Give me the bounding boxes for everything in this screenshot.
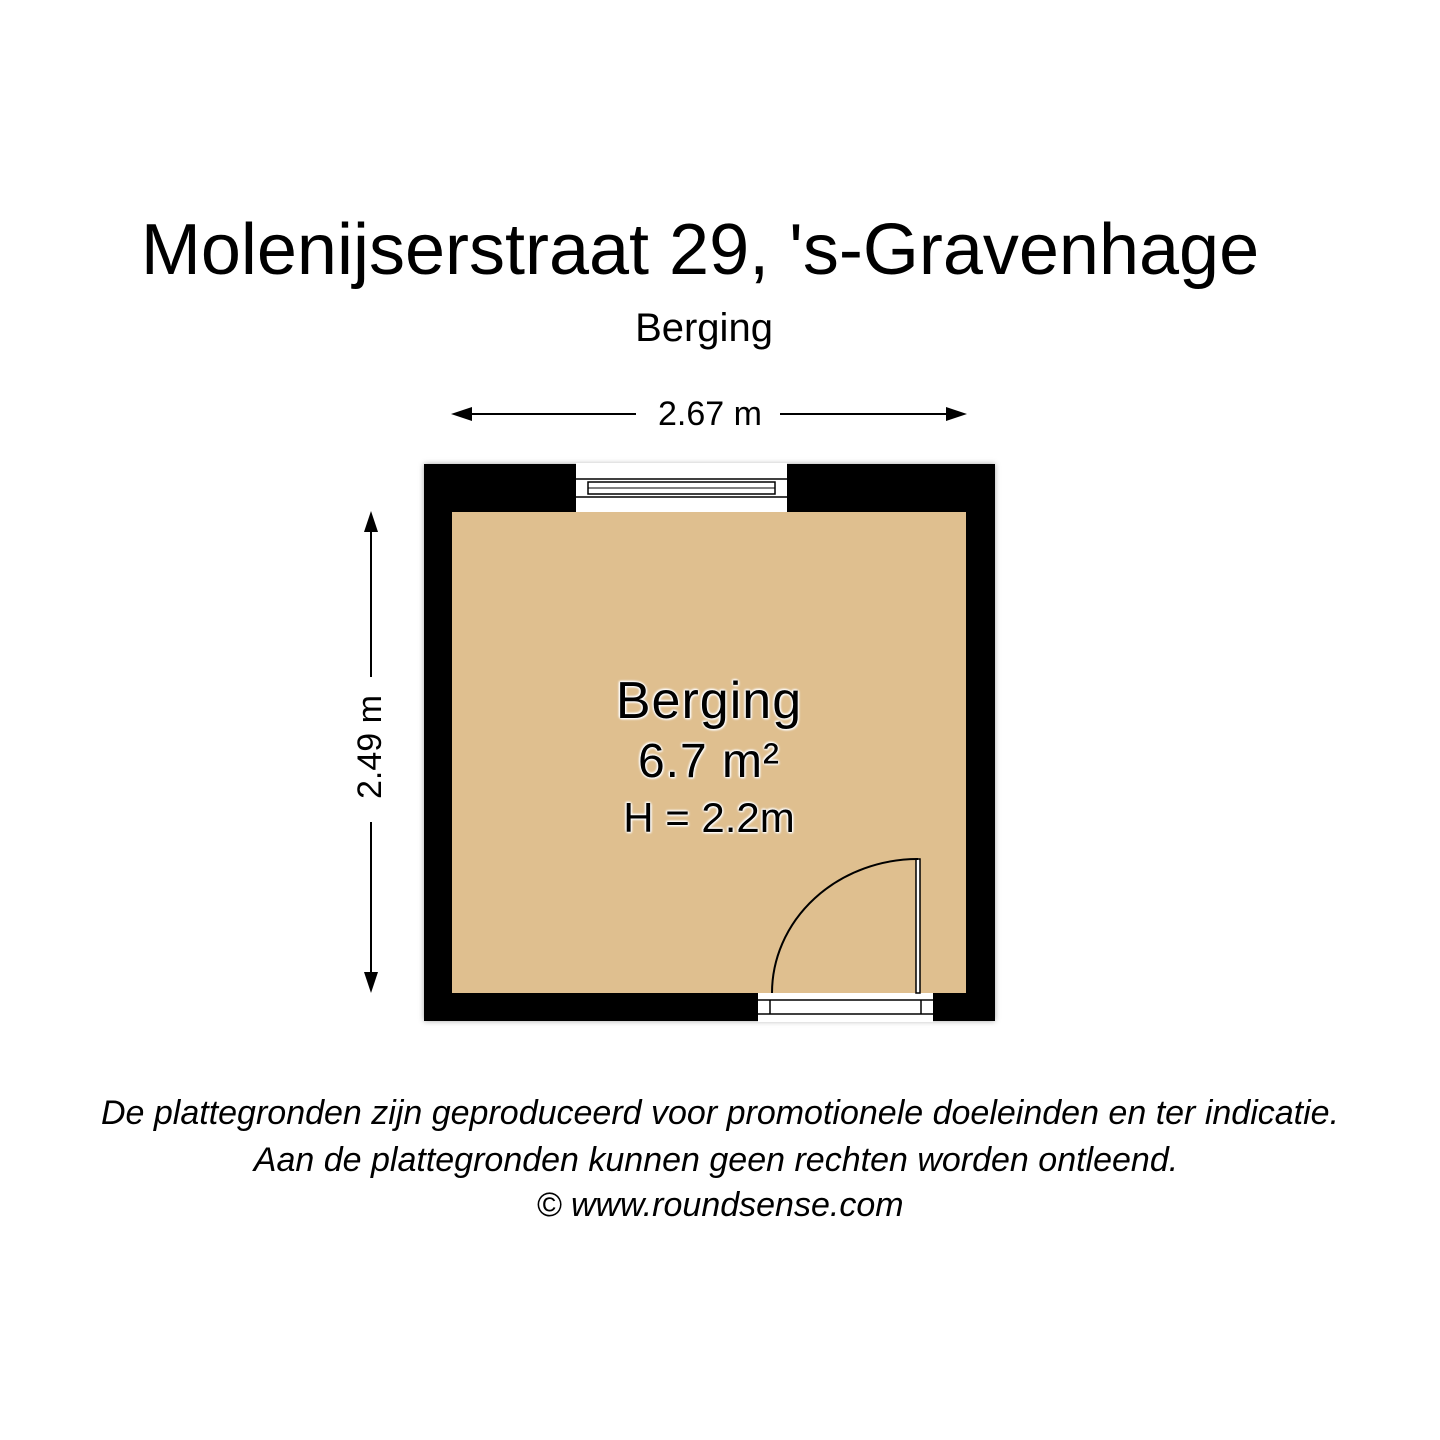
floorplan-title: Molenijserstraat 29, 's-Gravenhage [140, 210, 1260, 290]
room-name: Berging [615, 672, 803, 730]
arrow-down-icon [364, 972, 378, 993]
arrow-left-icon [451, 407, 472, 421]
room-height: H = 2.2m [623, 794, 795, 841]
door-opening-bottom [758, 993, 933, 1022]
window-top [576, 463, 787, 512]
disclaimer-line-1: De plattegronden zijn geproduceerd voor promotionele doeleinden en ter indicatie. [100, 1094, 1340, 1132]
floorplan-subtitle: Berging [635, 306, 773, 350]
disclaimer-line-2: Aan de plattegronden kunnen geen rechten worden ontleend. [253, 1141, 1179, 1179]
width-dimension-label: 2.67 m [640, 394, 780, 434]
copyright-link: © www.roundsense.com [536, 1186, 904, 1224]
height-dimension-label: 2.49 m [350, 677, 390, 817]
room-area: 6.7 m² [637, 735, 781, 788]
arrow-right-icon [946, 407, 967, 421]
arrow-up-icon [364, 511, 378, 532]
